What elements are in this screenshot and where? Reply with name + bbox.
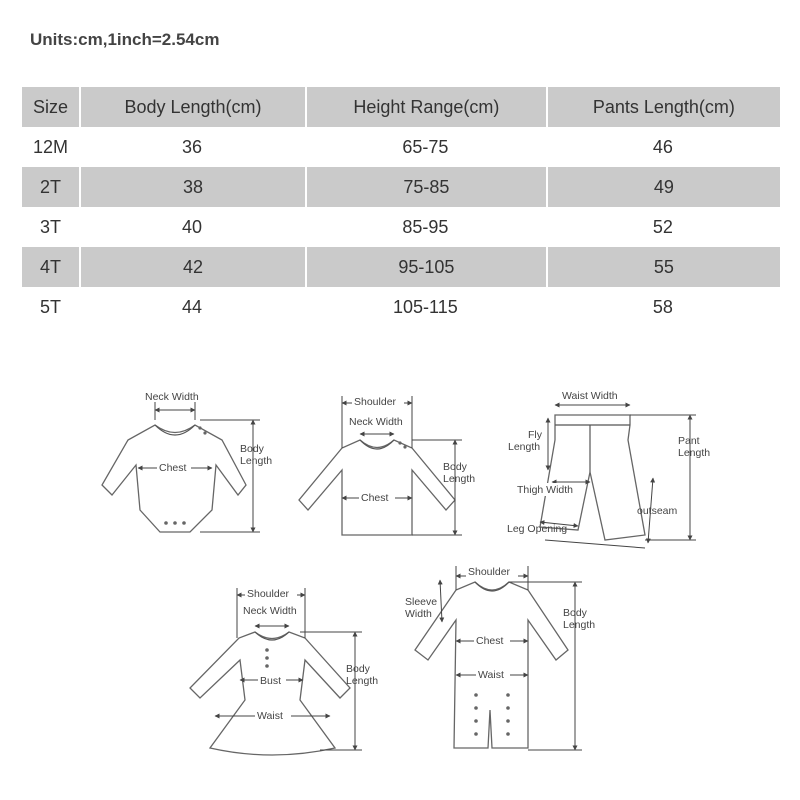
dress-outline (190, 632, 350, 755)
cell-body-length: 36 (79, 127, 305, 167)
bodysuit-diagram (102, 391, 272, 532)
romper-waist-label: Waist (478, 669, 504, 681)
cell-height-range: 75-85 (305, 167, 546, 207)
cell-size: 12M (22, 127, 79, 167)
dress-neck-width-label: Neck Width (243, 605, 297, 617)
cell-height-range: 105-115 (305, 287, 546, 327)
top-shoulder-label: Shoulder (354, 396, 397, 408)
romper-outline (415, 582, 568, 748)
pants-pant-length-label: Length (678, 447, 711, 459)
pants-fly-length-label: Length (508, 441, 541, 453)
pants-outseam-label: outseam (637, 505, 678, 517)
romper-body-label: Body (563, 607, 587, 619)
cell-pants-length: 52 (546, 207, 780, 247)
romper-length-label: Length (563, 619, 596, 631)
bodysuit-length-label: Length (240, 455, 273, 467)
pants-waist-width-label: Waist Width (562, 390, 618, 402)
bodysuit-neck-width-label: Neck Width (145, 391, 199, 403)
romper-shoulder-label: Shoulder (468, 566, 511, 578)
dress-diagram (190, 588, 378, 755)
pants-pant-label: Pant (678, 435, 700, 447)
top-diagram (299, 396, 475, 535)
cell-body-length: 40 (79, 207, 305, 247)
cell-body-length: 42 (79, 247, 305, 287)
top-body-label: Body (443, 461, 467, 473)
header-size: Size (22, 87, 79, 127)
cell-height-range: 85-95 (305, 207, 546, 247)
cell-size: 5T (22, 287, 79, 327)
dress-bust-label: Bust (260, 675, 282, 687)
cell-body-length: 44 (79, 287, 305, 327)
romper-sleeve-label: Sleeve (405, 596, 438, 608)
pants-thigh-width-label: Thigh Width (517, 484, 574, 496)
cell-body-length: 38 (79, 167, 305, 207)
dress-shoulder-label: Shoulder (247, 588, 290, 600)
cell-pants-length: 46 (546, 127, 780, 167)
top-length-label: Length (443, 473, 476, 485)
bodysuit-outline (102, 425, 246, 532)
top-chest-label: Chest (361, 492, 389, 504)
cell-pants-length: 49 (546, 167, 780, 207)
cell-height-range: 95-105 (305, 247, 546, 287)
cell-pants-length: 58 (546, 287, 780, 327)
header-body-length: Body Length(cm) (79, 87, 305, 127)
dress-waist-label: Waist (257, 710, 283, 722)
units-note: Units:cm,1inch=2.54cm (30, 30, 220, 49)
bodysuit-body-label: Body (240, 443, 264, 455)
header-pants-length: Pants Length(cm) (546, 87, 780, 127)
romper-sleeve-width-label: Width (405, 608, 432, 620)
romper-diagram (405, 566, 595, 750)
cell-height-range: 65-75 (305, 127, 546, 167)
dress-length-label: Length (346, 675, 379, 687)
top-neck-width-label: Neck Width (349, 416, 403, 428)
bodysuit-chest-label: Chest (159, 462, 187, 474)
pants-leg-opening-label: Leg Opening (507, 523, 568, 535)
cell-size: 3T (22, 207, 79, 247)
pants-diagram (507, 390, 710, 548)
cell-size: 2T (22, 167, 79, 207)
header-height-range: Height Range(cm) (305, 87, 546, 127)
dress-body-label: Body (346, 663, 370, 675)
cell-size: 4T (22, 247, 79, 287)
top-outline (299, 440, 455, 535)
cell-pants-length: 55 (546, 247, 780, 287)
romper-chest-label: Chest (476, 635, 504, 647)
pants-outline (540, 415, 645, 540)
pants-fly-label: Fly (528, 429, 542, 441)
